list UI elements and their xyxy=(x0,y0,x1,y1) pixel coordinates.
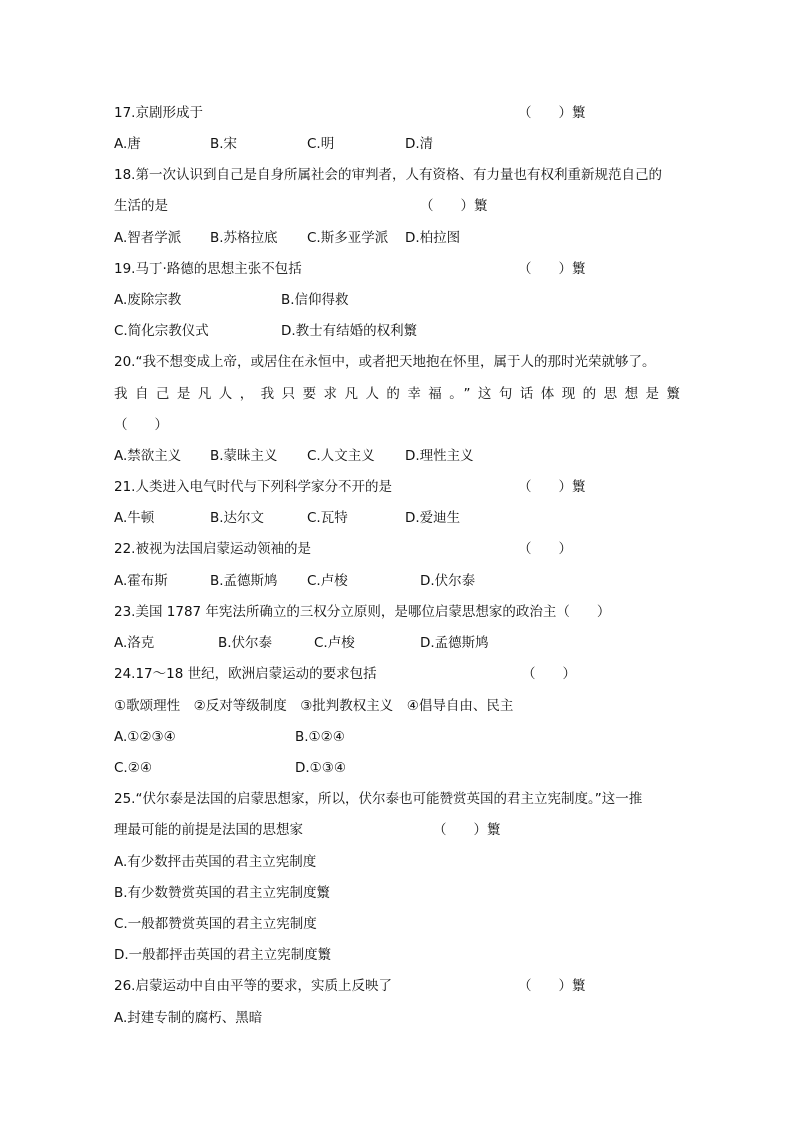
question-20-option-d: D.理性主义 xyxy=(405,448,474,464)
question-18-option-c: C.斯多亚学派 xyxy=(307,230,389,246)
question-21-option-d: D.爱迪生 xyxy=(405,510,461,526)
question-25-option-c: C.一般都赞赏英国的君主立宪制度 xyxy=(114,916,317,932)
question-19-stem: 19.马丁·路德的思想主张不包括 xyxy=(114,261,302,277)
question-18-stem-line-1: 18.第一次认识到自己是自身所属社会的审判者，人有资格、有力量也有权利重新规范自己的 xyxy=(114,167,662,183)
question-19-option-a: A.废除宗教 xyxy=(114,292,182,308)
question-17-option-c: C.明 xyxy=(307,136,335,152)
question-24-option-c: C.②④ xyxy=(114,760,152,776)
question-20-stem-line-1: 20.“我不想变成上帝，或居住在永恒中，或者把天地抱在怀里，属于人的那时光荣就够了。 xyxy=(114,354,656,370)
question-22-option-d: D.伏尔泰 xyxy=(420,573,476,589)
question-23-option-a: A.洛克 xyxy=(114,635,155,651)
question-25-stem-line-1: 25.“伏尔泰是法国的启蒙思想家，所以，伏尔泰也可能赞赏英国的君主立宪制度。”这一推 xyxy=(114,791,643,807)
question-24-option-b: B.①②④ xyxy=(295,729,345,745)
question-21-stem: 21.人类进入电气时代与下列科学家分不开的是 xyxy=(114,479,392,495)
question-20-option-a: A.禁欲主义 xyxy=(114,448,182,464)
question-22-stem: 22.被视为法国启蒙运动领袖的是 xyxy=(114,541,311,557)
question-21-option-a: A.牛顿 xyxy=(114,510,155,526)
question-23-option-c: C.卢梭 xyxy=(314,635,355,651)
question-26-answer-blank: （ ）瀪 xyxy=(518,978,586,994)
question-25-option-a: A.有少数抨击英国的君主立宪制度 xyxy=(114,854,317,870)
question-24-option-a: A.①②③④ xyxy=(114,729,176,745)
question-25-option-d: D.一般都抨击英国的君主立宪制度瀪 xyxy=(114,947,332,963)
question-23-option-b: B.伏尔泰 xyxy=(218,635,273,651)
question-19-option-c: C.简化宗教仪式 xyxy=(114,323,209,339)
question-20-answer-blank: （ ） xyxy=(114,417,168,433)
question-20-stem-line-2: 我自己是凡人，我只要求凡人的幸福。”这句话体现的思想是瀪 xyxy=(114,386,680,402)
question-25-answer-blank: （ ）瀪 xyxy=(433,822,501,838)
question-17-option-a: A.唐 xyxy=(114,136,141,152)
question-17-option-d: D.清 xyxy=(405,136,434,152)
question-26-stem: 26.启蒙运动中自由平等的要求，实质上反映了 xyxy=(114,978,392,994)
question-21-option-b: B.达尔文 xyxy=(210,510,265,526)
question-22-option-b: B.孟德斯鸠 xyxy=(210,573,278,589)
question-25-option-b: B.有少数赞赏英国的君主立宪制度瀪 xyxy=(114,885,331,901)
question-20-option-c: C.人文主义 xyxy=(307,448,375,464)
question-24-answer-blank: （ ） xyxy=(522,666,576,682)
question-18-option-d: D.柏拉图 xyxy=(405,230,461,246)
question-21-answer-blank: （ ）瀪 xyxy=(518,479,586,495)
question-18-option-b: B.苏格拉底 xyxy=(210,230,278,246)
question-22-option-c: C.卢梭 xyxy=(307,573,348,589)
question-19-answer-blank: （ ）瀪 xyxy=(518,261,586,277)
question-20-option-b: B.蒙昧主义 xyxy=(210,448,278,464)
question-18-option-a: A.智者学派 xyxy=(114,230,182,246)
question-18-answer-blank: （ ）瀪 xyxy=(420,198,488,214)
question-24-items: ①歌颂理性 ②反对等级制度 ③批判教权主义 ④倡导自由、民主 xyxy=(114,698,514,714)
question-17-answer-blank: （ ）瀪 xyxy=(518,105,586,121)
question-26-option-a: A.封建专制的腐朽、黑暗 xyxy=(114,1010,263,1026)
question-22-option-a: A.霍布斯 xyxy=(114,573,168,589)
question-19-option-d: D.教士有结婚的权利瀪 xyxy=(281,323,418,339)
question-18-stem-line-2: 生活的是 xyxy=(114,198,168,214)
question-24-stem: 24.17～18 世纪，欧洲启蒙运动的要求包括 xyxy=(114,666,377,682)
question-25-stem-line-2: 理最可能的前提是法国的思想家 xyxy=(114,822,303,838)
question-24-option-d: D.①③④ xyxy=(295,760,346,776)
question-23-stem: 23.美国 1787 年宪法所确立的三权分立原则，是哪位启蒙思想家的政治主（ ） xyxy=(114,604,611,620)
question-19-option-b: B.信仰得救 xyxy=(281,292,349,308)
question-17-stem: 17.京剧形成于 xyxy=(114,105,203,121)
question-23-option-d: D.孟德斯鸠 xyxy=(420,635,489,651)
question-21-option-c: C.瓦特 xyxy=(307,510,348,526)
question-22-answer-blank: （ ） xyxy=(518,541,572,557)
question-17-option-b: B.宋 xyxy=(210,136,238,152)
